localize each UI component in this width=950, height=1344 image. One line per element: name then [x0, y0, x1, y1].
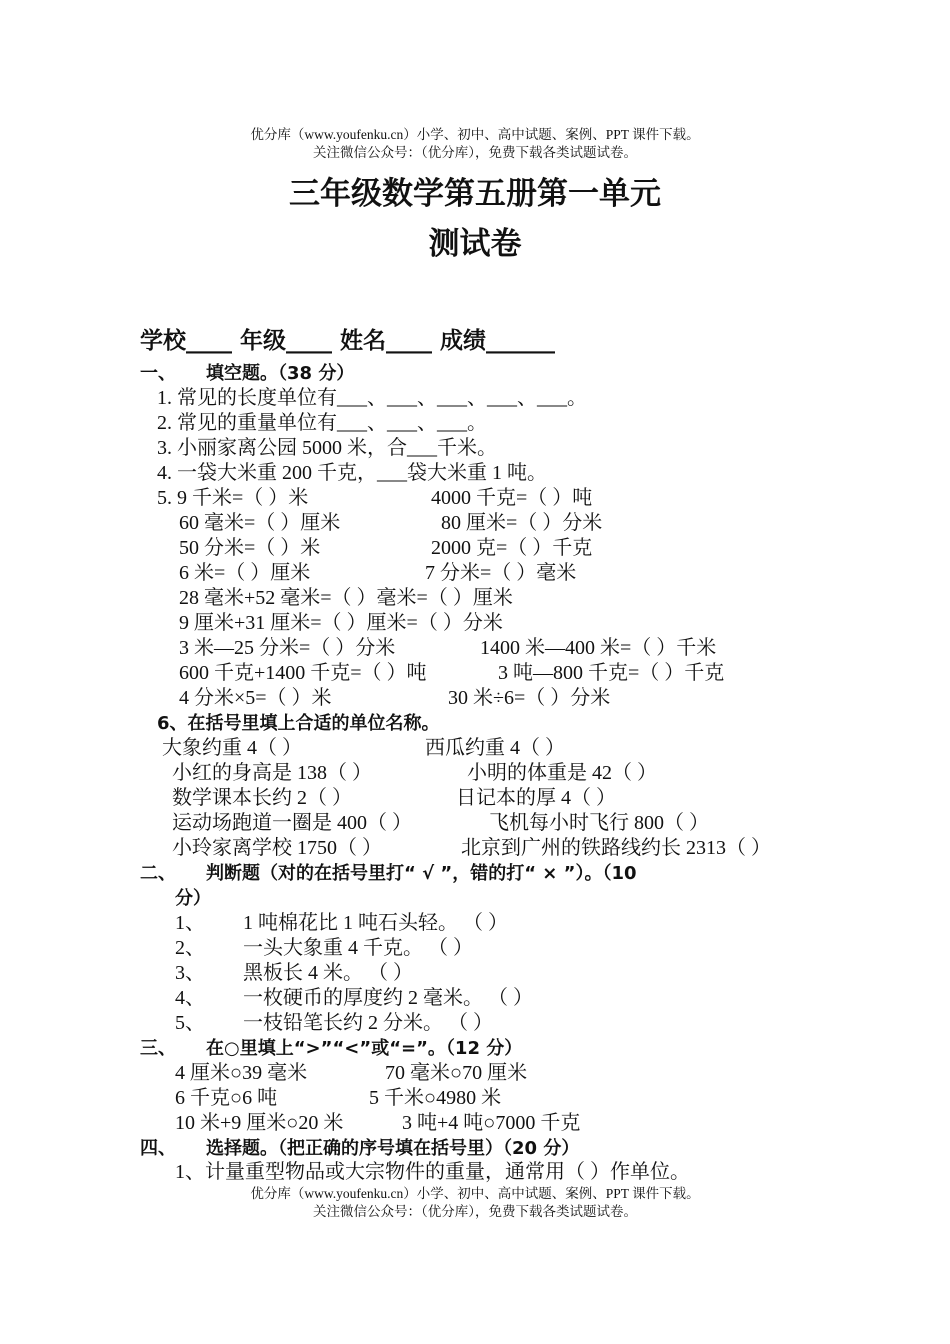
conversion-left: 60 毫米=（ ）厘米: [179, 512, 341, 534]
conversion-row: [179, 511, 603, 536]
conversion-row: 28 毫米+52 毫米=（ ）毫米=（ ）厘米: [179, 587, 513, 609]
section-4-number: 四、: [140, 1138, 176, 1159]
page-title: 三年级数学第五册第一单元: [289, 176, 661, 212]
conversion-right: 7 分米=（ ）毫米: [425, 562, 577, 584]
judge-item-number: 3、: [175, 962, 205, 984]
unit-row: [172, 836, 771, 861]
unit-row: [172, 786, 616, 811]
judge-item-text: 一枚硬币的厚度约 2 毫米。 （ ）: [243, 987, 533, 1009]
compare-right: 70 毫米○70 厘米: [385, 1062, 528, 1084]
judge-item: [175, 936, 473, 961]
conversion-row: [179, 561, 577, 586]
section-2-heading-cont: 分）: [175, 888, 211, 909]
judge-item-text: 一头大象重 4 千克。 （ ）: [243, 937, 473, 959]
footer-line-2: 关注微信公众号：（优分库），免费下载各类试题试卷。: [313, 1204, 637, 1219]
footer-line-1: 优分库（www.youfenku.cn）小学、初中、高中试题、案例、PPT 课件下载。: [250, 1186, 700, 1201]
unit-right: 小明的体重是 42（ ）: [467, 762, 657, 784]
conversion-left: 600 千克+1400 千克=（ ）吨: [179, 662, 427, 684]
question-6-heading: 6、在括号里填上合适的单位名称。: [157, 713, 440, 734]
conversion-right: 2000 克=（ ）千克: [431, 537, 593, 559]
unit-left: 小玲家离学校 1750（ ）: [172, 837, 382, 859]
conversion-row: [179, 636, 717, 661]
section-3-heading: [140, 1036, 522, 1061]
unit-right: 北京到广州的铁路线约长 2313（ ）: [461, 837, 771, 859]
section-1-heading: [140, 361, 354, 386]
section-1-title: 填空题。（38 分）: [206, 363, 355, 384]
unit-right: 西瓜约重 4（ ）: [425, 737, 565, 759]
conversion-left: 5. 9 千米=（ ）米: [157, 487, 309, 509]
judge-item-number: 1、: [175, 912, 205, 934]
conversion-row: [179, 686, 611, 711]
section-3-title: 在○里填上“>”“<”或“=”。（12 分）: [206, 1038, 523, 1059]
section-1-number: 一、: [140, 363, 176, 384]
judge-item: [175, 1011, 493, 1036]
header-line-1: 优分库（www.youfenku.cn）小学、初中、高中试题、案例、PPT 课件下载。: [250, 127, 700, 142]
unit-right: 日记本的厚 4（ ）: [456, 787, 616, 809]
section-2-title: 判断题（对的在括号里打“ √ ”，错的打“ × ”）。（10: [206, 863, 637, 884]
conversion-left: 4 分米×5=（ ）米: [179, 687, 332, 709]
compare-row: [175, 1086, 502, 1111]
conversion-row: 9 厘米+31 厘米=（ ）厘米=（ ）分米: [179, 612, 503, 634]
fill-item: 3. 小丽家离公园 5000 米，合___千米。: [157, 437, 497, 459]
judge-item-number: 2、: [175, 937, 205, 959]
conversion-right: 4000 千克=（ ）吨: [431, 487, 593, 509]
judge-item-number: 5、: [175, 1012, 205, 1034]
conversion-right: 1400 米—400 米=（ ）千米: [480, 637, 717, 659]
section-3-number: 三、: [140, 1038, 176, 1059]
compare-left: 6 千克○6 吨: [175, 1087, 278, 1109]
judge-item-text: 黑板长 4 米。 （ ）: [243, 962, 413, 984]
compare-row: [175, 1111, 581, 1136]
judge-item: [175, 961, 413, 986]
section-2-heading: [140, 861, 637, 886]
section-2-number: 二、: [140, 863, 176, 884]
unit-row: [172, 811, 709, 836]
student-info-line: 学校____ 年级____ 姓名____ 成绩______: [140, 328, 556, 354]
compare-left: 4 厘米○39 毫米: [175, 1062, 308, 1084]
unit-left: 小红的身高是 138（ ）: [172, 762, 372, 784]
unit-left: 数学课本长约 2（ ）: [172, 787, 352, 809]
conversion-left: 50 分米=（ ）米: [179, 537, 321, 559]
compare-right: 5 千米○4980 米: [369, 1087, 502, 1109]
unit-left: 大象约重 4（ ）: [162, 737, 302, 759]
conversion-left: 6 米=（ ）厘米: [179, 562, 311, 584]
choice-item: 1、计量重型物品或大宗物件的重量，通常用（ ）作单位。: [175, 1161, 690, 1183]
conversion-row: [157, 486, 593, 511]
judge-item-text: 一枝铅笔长约 2 分米。 （ ）: [243, 1012, 493, 1034]
conversion-right: 3 吨—800 千克=（ ）千克: [498, 662, 725, 684]
compare-right: 3 吨+4 吨○7000 千克: [402, 1112, 581, 1134]
unit-left: 运动场跑道一圈是 400（ ）: [172, 812, 412, 834]
conversion-right: 80 厘米=（ ）分米: [441, 512, 603, 534]
conversion-row: [179, 661, 725, 686]
fill-item: 1. 常见的长度单位有___、___、___、___、___。: [157, 387, 587, 409]
fill-item: 4. 一袋大米重 200 千克，___袋大米重 1 吨。: [157, 462, 547, 484]
conversion-left: 3 米—25 分米=（ ）分米: [179, 637, 396, 659]
unit-row: [162, 736, 565, 761]
judge-item-number: 4、: [175, 987, 205, 1009]
judge-item: [175, 911, 508, 936]
compare-left: 10 米+9 厘米○20 米: [175, 1112, 344, 1134]
conversion-right: 30 米÷6=（ ）分米: [448, 687, 611, 709]
header-line-2: 关注微信公众号：（优分库），免费下载各类试题试卷。: [313, 145, 637, 160]
unit-right: 飞机每小时飞行 800（ ）: [489, 812, 709, 834]
compare-row: [175, 1061, 528, 1086]
unit-row: [172, 761, 657, 786]
judge-item: [175, 986, 533, 1011]
page-subtitle: 测试卷: [428, 226, 522, 262]
conversion-row: [179, 536, 593, 561]
section-4-heading: [140, 1136, 579, 1161]
section-4-title: 选择题。（把正确的序号填在括号里）（20 分）: [206, 1138, 580, 1159]
judge-item-text: 1 吨棉花比 1 吨石头轻。 （ ）: [243, 912, 508, 934]
fill-item: 2. 常见的重量单位有___、___、___。: [157, 412, 487, 434]
